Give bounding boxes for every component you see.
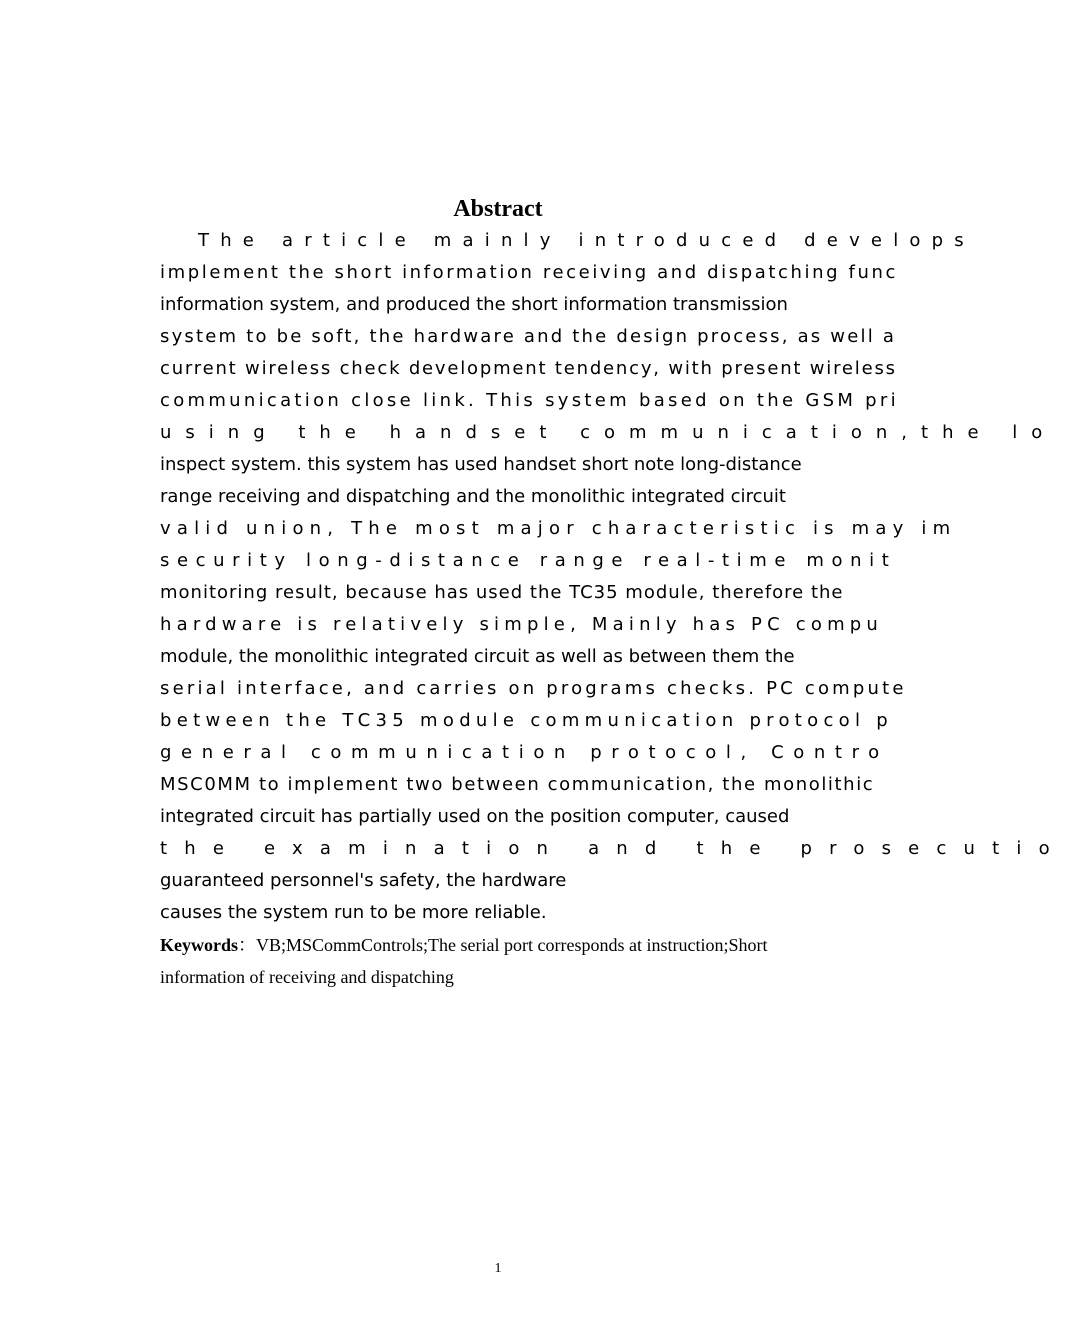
keywords-line-2: information of receiving and dispatching (160, 967, 454, 987)
abstract-line: guaranteed personnel's safety, the hardware (160, 870, 567, 891)
abstract-line: causes the system run to be more reliable. (160, 902, 547, 923)
abstract-line: using the handset communication,the lo (160, 422, 1057, 443)
abstract-body (160, 225, 1067, 929)
abstract-line: system to be soft, the hardware and the design process, as well a (160, 326, 897, 347)
keywords-line-1 (160, 929, 840, 961)
abstract-title: Abstract (453, 196, 543, 222)
keywords-separator: ： (238, 935, 256, 955)
abstract-line: implement the short information receiving and dispatching func (160, 262, 898, 283)
abstract-line: hardware is relatively simple, Mainly has PC compu (160, 614, 884, 635)
abstract-line: general communication protocol, Contro (160, 742, 889, 763)
abstract-line: The article mainly introduced develops (198, 230, 975, 251)
abstract-line: information system, and produced the short information transmission (160, 294, 788, 315)
abstract-line: module, the monolithic integrated circuit as well as between them the (160, 646, 795, 667)
keywords-text-1: VB;MSCommControls;The serial port corresponds at instruction;Short (256, 935, 768, 955)
page-number: 1 (494, 1261, 502, 1276)
abstract-line: MSC0MM to implement two between communication, the monolithic (160, 774, 875, 795)
abstract-line: monitoring result, because has used the TC35 module, therefore the (160, 582, 844, 603)
abstract-line: the examination and the prosecutio (160, 838, 1067, 859)
abstract-line: inspect system. this system has used handset short note long-distance (160, 454, 802, 475)
abstract-line: current wireless check development tendency, with present wireless (160, 358, 897, 379)
abstract-line: between the TC35 module communication protocol p (160, 710, 894, 731)
abstract-line: communication close link. This system based on the GSM pri (160, 390, 899, 411)
abstract-line: range receiving and dispatching and the monolithic integrated circuit (160, 486, 786, 507)
abstract-line: security long-distance range real-time monit (160, 550, 897, 571)
abstract-line: serial interface, and carries on programs checks. PC compute (160, 678, 907, 699)
abstract-line: valid union, The most major characteristic is may im (160, 518, 957, 539)
keywords-block (160, 929, 840, 993)
keywords-label: Keywords (160, 935, 238, 955)
abstract-line: integrated circuit has partially used on the position computer, caused (160, 806, 790, 827)
